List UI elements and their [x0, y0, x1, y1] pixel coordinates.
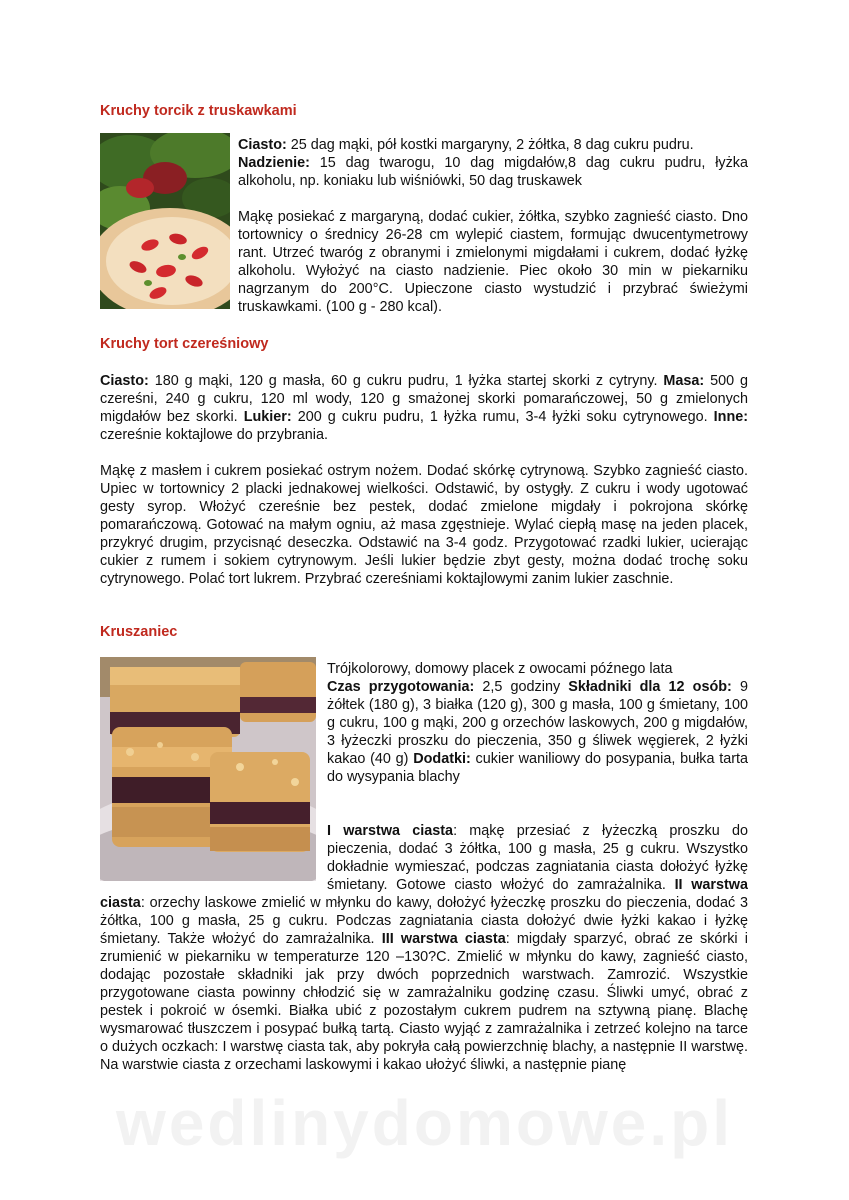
nadzienie-text: 15 dag twarogu, 10 dag migdałów,8 dag cukru pudru, łyżka alkoholu, np. koniaku lub wiśniówki, 50 dag truskawek — [238, 155, 749, 189]
lukier-label: Lukier: — [243, 409, 292, 425]
strawberry-tart-photo — [100, 133, 230, 309]
recipe-title-kruszaniec: Kruszaniec — [100, 624, 178, 640]
ciasto-text: 180 g mąki, 120 g masła, 60 g cukru pudru, 1 łyżka startej skorki z cytryny. — [154, 373, 658, 389]
nadzienie-label: Nadzienie: — [238, 155, 310, 171]
recipe-2-method — [100, 462, 748, 588]
layer-2-text: : orzechy laskowe zmielić w młynku do kawy, dołożyć łyżeczkę proszku do pieczenia, dodać 3 żółtka, 100 g masła, 25 g cukru. Podczas zagniatania ciasta dołożyć dwie łyżki kakao i łyżkę śmietany. Także włożyć do zamrażalnika. — [100, 895, 748, 947]
skladniki-label: Składniki dla 12 osób: — [568, 679, 732, 695]
dodatki-label: Dodatki: — [413, 751, 471, 767]
recipe-1-method — [238, 208, 748, 316]
ciasto-label: Ciasto: — [238, 137, 287, 153]
recipe-1-ingredients — [238, 136, 748, 190]
dodatki-text: cukier waniliowy do posypania, bułka tarta do wysypania blachy — [327, 751, 749, 785]
czas-label: Czas przygotowania: — [327, 679, 475, 695]
inne-text: czereśnie koktajlowe do przybrania. — [100, 427, 328, 443]
recipe-title-kruchy-tort: Kruchy tort czereśniowy — [100, 336, 269, 352]
ciasto-text: 25 dag mąki, pół kostki margaryny, 2 żółtka, 8 dag cukru pudru. — [290, 137, 694, 153]
watermark: wedlinydomowe.pl — [116, 1087, 733, 1159]
layer-3-label: III warstwa ciasta — [381, 931, 506, 947]
layer-2-label: II warstwa ciasta — [100, 877, 748, 911]
ciasto-label: Ciasto: — [100, 373, 149, 389]
layer-1-label: I warstwa ciasta — [327, 823, 454, 839]
layer-1-text: : mąkę przesiać z łyżeczką proszku do pieczenia, dodać 3 żółtka, 100 g masła, 25 g cukru. Wszystko dokładnie wymieszać, podczas zagniatania ciasta dołożyć łyżkę śmietany. Gotowe ciasto włożyć do zamrażalnika. — [327, 823, 748, 893]
method-text: Mąkę posiekać z margaryną, dodać cukier, żółtka, szybko zagnieść ciasto. Dno tortownicy o średnicy 26-28 cm wylepić ciastem, formując dwucentymetrowy rant. Utrzeć twaróg z obranymi i zmielonymi migdałami i cukrem, dodać łyżkę alkoholu. Wyłożyć na ciasto nadzienie. Piec około 30 min w piekarniku nagrzanym do 200°C. Upieczone ciasto wystudzić i przybrać świeżymi truskawkami. (100 g - 280 kcal). — [238, 209, 748, 315]
lukier-text: 200 g cukru pudru, 1 łyżka rumu, 3-4 łyżki soku cytrynowego. — [297, 409, 708, 425]
masa-label: Masa: — [663, 373, 705, 389]
czas-text: 2,5 godziny — [482, 679, 561, 695]
inne-label: Inne: — [713, 409, 749, 425]
recipe-title-kruchy-torcik: Kruchy torcik z truskawkami — [100, 103, 297, 119]
recipe-3-method — [100, 822, 748, 1094]
skladniki-text: 9 żółtek (180 g), 3 białka (120 g), 300 g masła, 100 g śmietany, 100 g cukru, 100 g mąki, 200 g orzechów laskowych, 200 g migdałów, 3 łyżeczki proszku do pieczenia, 350 g śliwek węgierek, 2 łyżki kakao (40 g) — [327, 679, 749, 767]
method-text: Mąkę z masłem i cukrem posiekać ostrym nożem. Dodać skórkę cytrynową. Szybko zagnieść ciasto. Upiec w tortownicy 2 placki jednakowej wielkości. Odstawić, by ostygły. Z cukru i wody ugotować gesty syrop. Włożyć czereśnie bez pestek, dodać zmielone migdały i pokrojona skórkę pomarańczową. Gotować na małym ogniu, aż masa zgęstnieje. Wylać ciepłą masę na jeden placek, przykryć drugim, przycisnąć deseczka. Odstawić na 3-4 godz. Przygotować rzadki lukier, ucierając cukier z rumem i sokiem cytrynowym. Jeśli lukier będzie zbyt gesty, można dodać trochę soku cytrynowego. Polać tort lukrem. Przybrać czereśniami koktajlowymi zanim lukier zaschnie. — [100, 463, 748, 587]
masa-text: 500 g czereśni, 240 g cukru, 120 ml wody, 120 g smażonej skorki pomarańczowej, 50 g zmielonych migdałów bez skorki. — [100, 373, 749, 425]
layer-3-text: : migdały sparzyć, obrać ze skórki i zrumienić w piekarniku w temperaturze 120 –130?C. Zmielić w młynku do kawy, zagnieść ciasto, dodając pozostałe składniki jak przy dwóch poprzednich warstwach. Zamrozić. Wszystkie przygotowane ciasta powinny chłodzić się w zamrażalniku godzinę czasu. Śliwki umyć, obrać z pestek i pokroić w ósemki. Białka ubić z pozostałym cukrem pudrem na sztywną pianę. Blachę wysmarować tłuszczem i posypać bułką tartą. Ciasto wyjąć z zamrażalnika i zetrzeć kolejno na tarce o dużych oczkach: I warstwę ciasta tak, aby pokryła całą powierzchnię blachy, a następnie II warstwę. Na warstwie ciasta z orzechami laskowymi i kakao ułożyć śliwki, a następnie pianę — [100, 931, 748, 1073]
image-wrap-spacer — [100, 822, 327, 894]
recipe-2-ingredients — [100, 372, 748, 444]
recipe-3-header — [327, 660, 748, 786]
intro-text: Trójkolorowy, domowy placek z owocami późnego lata — [327, 661, 673, 677]
